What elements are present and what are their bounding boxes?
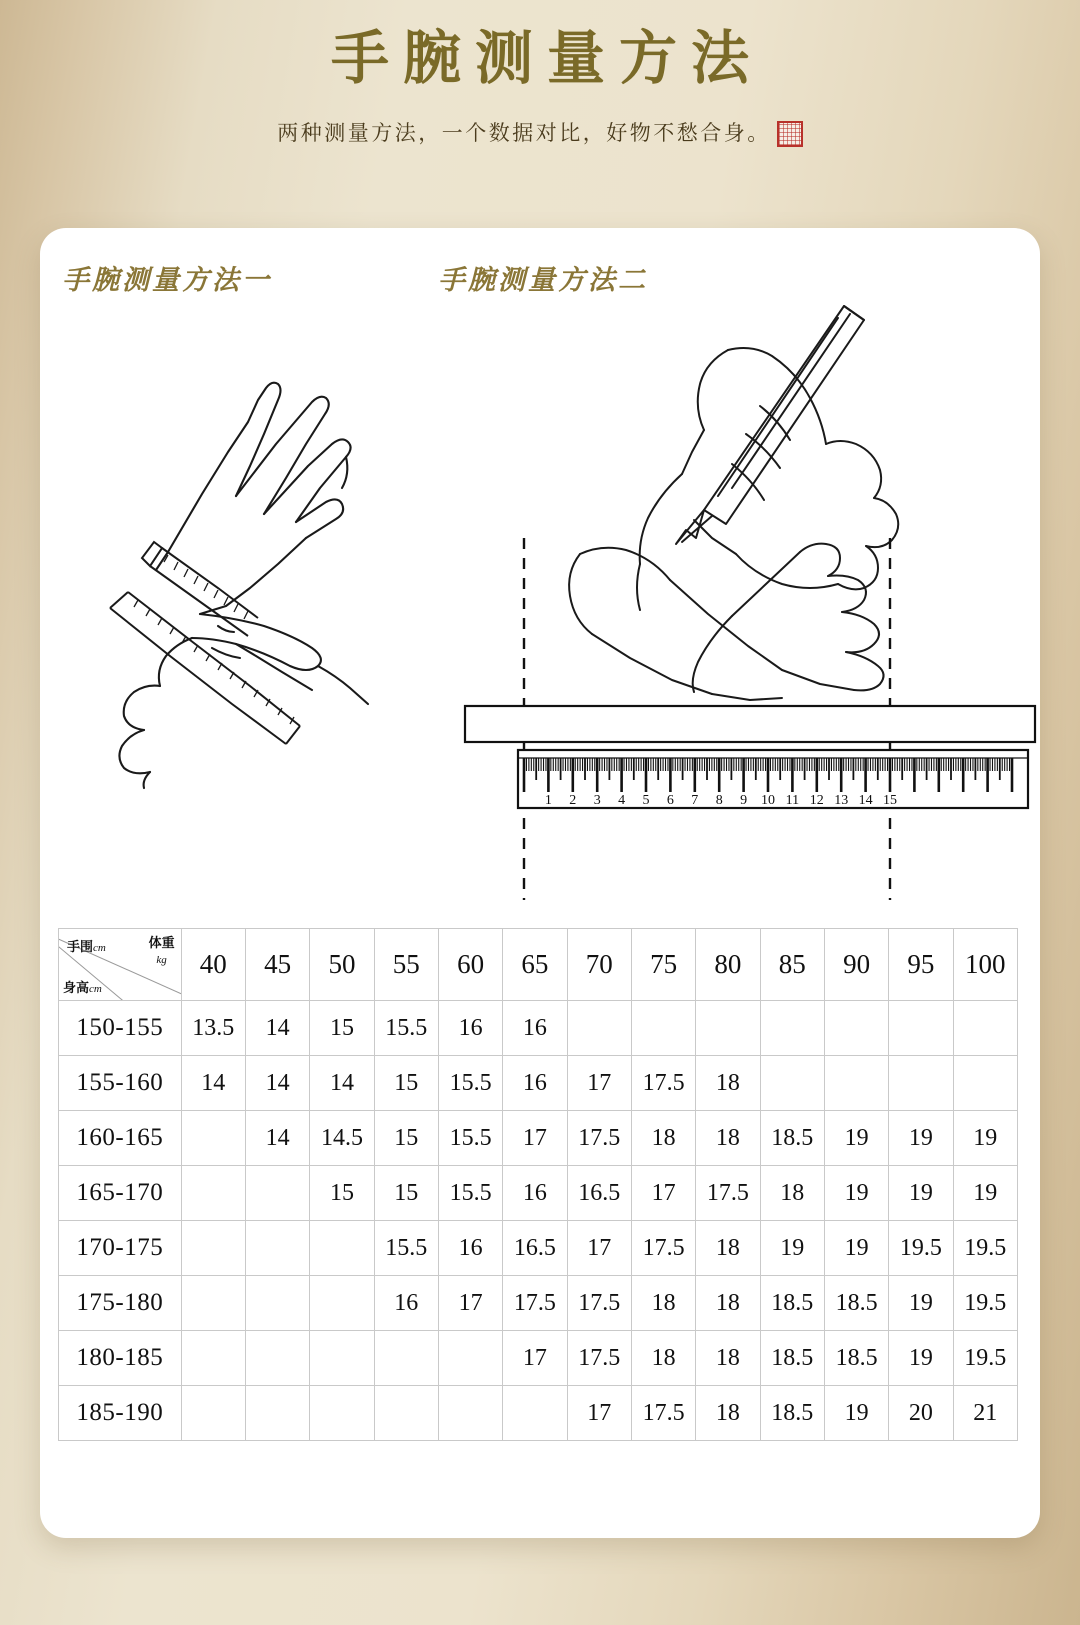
cell-185-190-60 [438, 1386, 502, 1441]
cell-175-180-45 [245, 1276, 309, 1331]
subtitle-row [0, 117, 1080, 147]
cell-160-165-40 [181, 1111, 245, 1166]
ruler-tick-15: 15 [883, 793, 897, 808]
column-header-weight-75: 75 [631, 929, 695, 1001]
row-header-height-170-175: 170-175 [59, 1221, 182, 1276]
cell-175-180-95: 19 [889, 1276, 953, 1331]
cell-180-185-80: 18 [696, 1331, 760, 1386]
cell-185-190-100: 21 [953, 1386, 1017, 1441]
table-row [59, 1331, 1018, 1386]
row-header-height-155-160: 155-160 [59, 1056, 182, 1111]
ruler-tick-2: 2 [569, 793, 577, 808]
cell-180-185-50 [310, 1331, 374, 1386]
cell-185-190-65 [503, 1386, 567, 1441]
cell-180-185-100: 19.5 [953, 1331, 1017, 1386]
cell-175-180-75: 18 [631, 1276, 695, 1331]
cell-170-175-65: 16.5 [503, 1221, 567, 1276]
cell-180-185-65: 17 [503, 1331, 567, 1386]
ruler-tick-3: 3 [593, 793, 601, 808]
cell-185-190-50 [310, 1386, 374, 1441]
content-card [40, 228, 1040, 1538]
cell-170-175-70: 17 [567, 1221, 631, 1276]
cell-160-165-95: 19 [889, 1111, 953, 1166]
column-header-weight-90: 90 [824, 929, 888, 1001]
corner-label-height: 身高cm [63, 980, 102, 995]
ruler-tick-14: 14 [858, 793, 873, 808]
cell-150-155-70 [567, 1001, 631, 1056]
cell-165-170-45 [245, 1166, 309, 1221]
cell-180-185-70: 17.5 [567, 1331, 631, 1386]
ruler-tick-6: 6 [666, 793, 674, 808]
cell-175-180-100: 19.5 [953, 1276, 1017, 1331]
cell-150-155-100 [953, 1001, 1017, 1056]
cell-165-170-50: 15 [310, 1166, 374, 1221]
cell-175-180-60: 17 [438, 1276, 502, 1331]
cell-165-170-40 [181, 1166, 245, 1221]
column-header-weight-45: 45 [245, 929, 309, 1001]
cell-160-165-55: 15 [374, 1111, 438, 1166]
cell-150-155-40: 13.5 [181, 1001, 245, 1056]
cell-160-165-65: 17 [503, 1111, 567, 1166]
illustration-area [40, 298, 1040, 928]
table-row [59, 1221, 1018, 1276]
hand-with-pen-and-ruler-illustration [460, 288, 1040, 928]
size-chart-table [58, 928, 1018, 1441]
cell-165-170-70: 16.5 [567, 1166, 631, 1221]
cell-160-165-50: 14.5 [310, 1111, 374, 1166]
table-header-row [59, 929, 1018, 1001]
cell-160-165-85: 18.5 [760, 1111, 824, 1166]
row-header-height-165-170: 165-170 [59, 1166, 182, 1221]
corner-label-weight: 体重 kg [148, 935, 175, 966]
cell-150-155-85 [760, 1001, 824, 1056]
cell-160-165-75: 18 [631, 1111, 695, 1166]
seal-stamp-icon [777, 121, 803, 147]
column-header-weight-40: 40 [181, 929, 245, 1001]
cell-160-165-80: 18 [696, 1111, 760, 1166]
row-header-height-185-190: 185-190 [59, 1386, 182, 1441]
cell-150-155-95 [889, 1001, 953, 1056]
cell-165-170-60: 15.5 [438, 1166, 502, 1221]
cell-155-160-100 [953, 1056, 1017, 1111]
cell-180-185-55 [374, 1331, 438, 1386]
table-row [59, 1166, 1018, 1221]
row-header-height-150-155: 150-155 [59, 1001, 182, 1056]
cell-150-155-90 [824, 1001, 888, 1056]
cell-160-165-90: 19 [824, 1111, 888, 1166]
column-header-weight-70: 70 [567, 929, 631, 1001]
column-header-weight-65: 65 [503, 929, 567, 1001]
page-title: 手腕测量方法 [330, 24, 763, 92]
cell-170-175-40 [181, 1221, 245, 1276]
cell-155-160-40: 14 [181, 1056, 245, 1111]
cell-155-160-80: 18 [696, 1056, 760, 1111]
cell-170-175-95: 19.5 [889, 1221, 953, 1276]
cell-155-160-60: 15.5 [438, 1056, 502, 1111]
cell-170-175-55: 15.5 [374, 1221, 438, 1276]
cell-150-155-45: 14 [245, 1001, 309, 1056]
cell-150-155-65: 16 [503, 1001, 567, 1056]
cell-185-190-55 [374, 1386, 438, 1441]
cell-185-190-45 [245, 1386, 309, 1441]
cell-180-185-40 [181, 1331, 245, 1386]
cell-165-170-85: 18 [760, 1166, 824, 1221]
table-row [59, 1056, 1018, 1111]
cell-160-165-100: 19 [953, 1111, 1017, 1166]
cell-185-190-80: 18 [696, 1386, 760, 1441]
cell-155-160-50: 14 [310, 1056, 374, 1111]
ruler-tick-5: 5 [642, 793, 650, 808]
table-row [59, 1386, 1018, 1441]
cell-185-190-95: 20 [889, 1386, 953, 1441]
cell-180-185-85: 18.5 [760, 1331, 824, 1386]
cell-165-170-55: 15 [374, 1166, 438, 1221]
cell-160-165-60: 15.5 [438, 1111, 502, 1166]
column-header-weight-85: 85 [760, 929, 824, 1001]
cell-160-165-70: 17.5 [567, 1111, 631, 1166]
cell-180-185-75: 18 [631, 1331, 695, 1386]
cell-155-160-85 [760, 1056, 824, 1111]
illustration-title-method-one: 手腕测量方法一 [62, 265, 272, 296]
cell-170-175-50 [310, 1221, 374, 1276]
ruler-tick-8: 8 [715, 793, 723, 808]
cell-155-160-70: 17 [567, 1056, 631, 1111]
hand-with-tape-measure-illustration [50, 326, 410, 796]
ruler-tick-7: 7 [691, 793, 699, 808]
cell-185-190-90: 19 [824, 1386, 888, 1441]
column-header-weight-50: 50 [310, 929, 374, 1001]
ruler-tick-13: 13 [834, 793, 849, 808]
cell-165-170-100: 19 [953, 1166, 1017, 1221]
cell-180-185-95: 19 [889, 1331, 953, 1386]
row-header-height-175-180: 175-180 [59, 1276, 182, 1331]
cell-150-155-60: 16 [438, 1001, 502, 1056]
cell-175-180-40 [181, 1276, 245, 1331]
cell-170-175-90: 19 [824, 1221, 888, 1276]
cell-170-175-100: 19.5 [953, 1221, 1017, 1276]
cell-150-155-80 [696, 1001, 760, 1056]
row-header-height-160-165: 160-165 [59, 1111, 182, 1166]
ruler-tick-11: 11 [785, 793, 800, 808]
cell-155-160-45: 14 [245, 1056, 309, 1111]
illustration-title-method-two: 手腕测量方法二 [438, 265, 648, 296]
cell-175-180-55: 16 [374, 1276, 438, 1331]
ruler-tick-10: 10 [761, 793, 775, 808]
cell-180-185-90: 18.5 [824, 1331, 888, 1386]
cell-170-175-85: 19 [760, 1221, 824, 1276]
cell-180-185-45 [245, 1331, 309, 1386]
cell-175-180-65: 17.5 [503, 1276, 567, 1331]
cell-175-180-50 [310, 1276, 374, 1331]
cell-165-170-75: 17 [631, 1166, 695, 1221]
cell-185-190-40 [181, 1386, 245, 1441]
ruler-tick-4: 4 [618, 793, 626, 808]
cell-155-160-95 [889, 1056, 953, 1111]
table-body [59, 1001, 1018, 1441]
cell-175-180-80: 18 [696, 1276, 760, 1331]
row-header-height-180-185: 180-185 [59, 1331, 182, 1386]
corner-label-wrist: 手围cm [67, 939, 106, 954]
page-subtitle: 两种测量方法，一个数据对比，好物不愁合身。 [277, 120, 771, 145]
size-chart-table-wrap [58, 928, 1018, 1441]
table-row [59, 1001, 1018, 1056]
cell-165-170-80: 17.5 [696, 1166, 760, 1221]
cell-185-190-70: 17 [567, 1386, 631, 1441]
cell-150-155-50: 15 [310, 1001, 374, 1056]
column-header-weight-55: 55 [374, 929, 438, 1001]
ruler-tick-9: 9 [740, 793, 748, 808]
cell-170-175-80: 18 [696, 1221, 760, 1276]
ruler-tick-1: 1 [544, 793, 552, 808]
column-header-weight-60: 60 [438, 929, 502, 1001]
cell-165-170-65: 16 [503, 1166, 567, 1221]
cell-185-190-85: 18.5 [760, 1386, 824, 1441]
page-header [0, 0, 1080, 147]
cell-150-155-55: 15.5 [374, 1001, 438, 1056]
cell-150-155-75 [631, 1001, 695, 1056]
table-row [59, 1111, 1018, 1166]
table-head [59, 929, 1018, 1001]
table-corner-header [59, 929, 182, 1001]
column-header-weight-95: 95 [889, 929, 953, 1001]
cell-175-180-85: 18.5 [760, 1276, 824, 1331]
cell-170-175-75: 17.5 [631, 1221, 695, 1276]
column-header-weight-100: 100 [953, 929, 1017, 1001]
cell-185-190-75: 17.5 [631, 1386, 695, 1441]
cell-155-160-75: 17.5 [631, 1056, 695, 1111]
ruler-tick-12: 12 [809, 793, 824, 808]
table-row [59, 1276, 1018, 1331]
cell-175-180-90: 18.5 [824, 1276, 888, 1331]
cell-165-170-90: 19 [824, 1166, 888, 1221]
cell-165-170-95: 19 [889, 1166, 953, 1221]
cell-180-185-60 [438, 1331, 502, 1386]
cell-160-165-45: 14 [245, 1111, 309, 1166]
cell-155-160-65: 16 [503, 1056, 567, 1111]
cell-155-160-55: 15 [374, 1056, 438, 1111]
cell-175-180-70: 17.5 [567, 1276, 631, 1331]
cell-170-175-45 [245, 1221, 309, 1276]
cell-155-160-90 [824, 1056, 888, 1111]
cell-170-175-60: 16 [438, 1221, 502, 1276]
column-header-weight-80: 80 [696, 929, 760, 1001]
